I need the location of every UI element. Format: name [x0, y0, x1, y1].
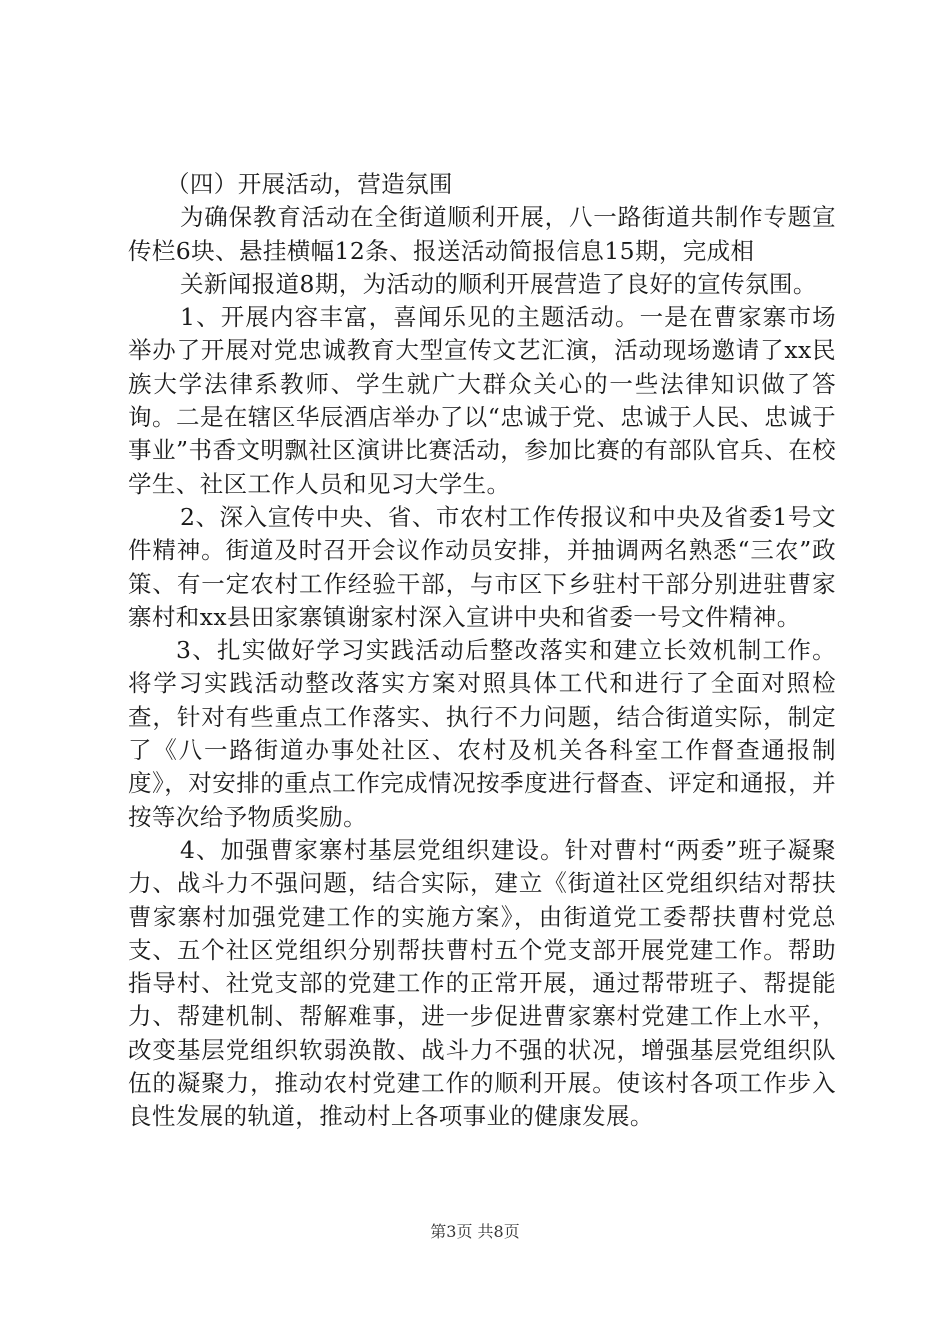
page-number-footer: 第3页 共8页 — [430, 1222, 520, 1241]
document-body — [128, 168, 836, 1134]
paragraph-item-1: 1、开展内容丰富，喜闻乐见的主题活动。一是在曹家寨市场举办了开展对党忠诚教育大型宣传文艺汇演，活动现场邀请了xx民族大学法律系教师、学生就广大群众关心的一些法律知识做了答询。二是在辖区华辰酒店举办了以“忠诚于党、忠诚于人民、忠诚于事业”书香文明飘社区演讲比赛活动，参加比赛的有部队官兵、在校学生、社区工作人员和见习大学生。 — [128, 303, 836, 498]
paragraph-news-reports: 关新闻报道8期，为活动的顺利开展营造了良好的宣传氛围。 — [180, 269, 817, 298]
section-heading: （四）开展活动，营造氛围 — [166, 170, 453, 198]
paragraph-item-3: 3、扎实做好学习实践活动后整改落实和建立长效机制工作。将学习实践活动整改落实方案对照具体工代和进行了全面对照检查，针对有些重点工作落实、执行不力问题，结合街道实际，制定了《八一路街道办事处社区、农村及机关各科室工作督查通报制度》，对安排的重点工作完成情况按季度进行督查、评定和通报，并按等次给予物质奖励。 — [128, 636, 836, 831]
paragraph-item-4: 4、加强曹家寨村基层党组织建设。针对曹村“两委”班子凝聚力、战斗力不强问题，结合实际，建立《街道社区党组织结对帮扶曹家寨村加强党建工作的实施方案》，由街道党工委帮扶曹村党总支、五个社区党组织分别帮扶曹村五个党支部开展党建工作。帮助指导村、社党支部的党建工作的正常开展，通过帮带班子、帮提能力、帮建机制、帮解难事，进一步促进曹家寨村党建工作上水平，改变基层党组织软弱涣散、战斗力不强的状况，增强基层党组织队伍的凝聚力，推动农村党建工作的顺利开展。使该村各项工作步入良性发展的轨道，推动村上各项事业的健康发展。 — [128, 835, 836, 1131]
paragraph-publicity-stats: 为确保教育活动在全街道顺利开展，八一路街道共制作专题宣传栏6块、悬挂横幅12条、报送活动简报信息15期，完成相 — [128, 203, 836, 265]
paragraph-item-2: 2、深入宣传中央、省、市农村工作传报议和中央及省委1号文件精神。街道及时召开会议作动员安排，并抽调两名熟悉“三农”政策、有一定农村工作经验干部，与市区下乡驻村干部分别进驻曹家寨村和xx县田家寨镇谢家村深入宣讲中央和省委一号文件精神。 — [128, 502, 836, 631]
